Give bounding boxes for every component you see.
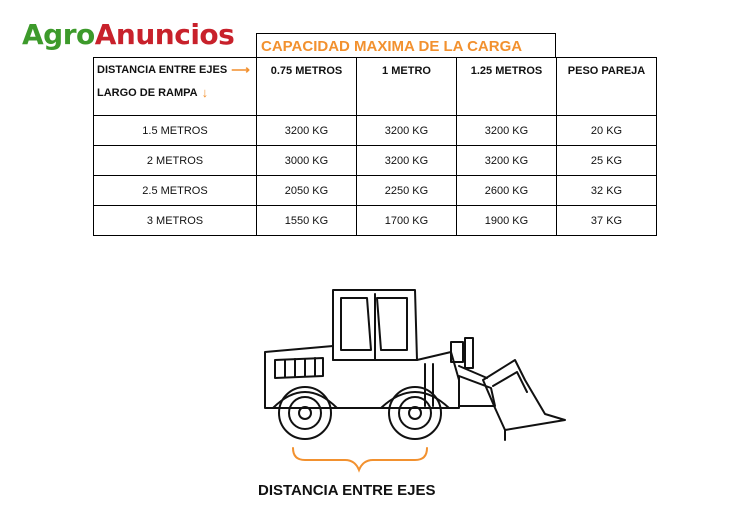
column-header: PESO PAREJA [557,58,657,116]
axle-distance-brace [293,448,427,470]
loader-bucket [483,360,565,430]
axle-distance-caption: DISTANCIA ENTRE EJES [258,482,436,499]
logo-agro: Agro [22,18,95,51]
table-row [94,206,657,236]
right-arrow-icon: ⟶ [231,62,250,77]
loader-arm [459,376,495,406]
column-header: 1 METRO [357,58,457,116]
table-cell: 2050 KG [257,176,357,206]
axle-distance-label: DISTANCIA ENTRE EJES [97,64,228,76]
down-arrow-icon: ↓ [201,85,209,100]
table-header-row [94,58,657,116]
table-cell: 3200 KG [357,116,457,146]
table-row [94,116,657,146]
column-header: 0.75 METROS [257,58,357,116]
table-cell: 3200 KG [457,146,557,176]
row-label: 3 METROS [94,206,257,236]
table-title: CAPACIDAD MAXIMA DE LA CARGA [256,33,556,57]
table-cell: 2250 KG [357,176,457,206]
table-cell: 3200 KG [257,116,357,146]
row-label: 2 METROS [94,146,257,176]
ramp-length-label: LARGO DE RAMPA [97,87,198,99]
row-label: 1.5 METROS [94,116,257,146]
agroanuncios-logo[interactable] [22,18,234,52]
front-wheel [279,387,331,439]
capacity-table [93,57,657,236]
table-cell: 1700 KG [357,206,457,236]
table-row [94,146,657,176]
row-label: 2.5 METROS [94,176,257,206]
table-cell: 32 KG [557,176,657,206]
table-cell: 25 KG [557,146,657,176]
table-cell: 20 KG [557,116,657,146]
column-header: 1.25 METROS [457,58,557,116]
table-cell: 2600 KG [457,176,557,206]
table-row [94,176,657,206]
table-cell: 1900 KG [457,206,557,236]
table-corner-cell [94,58,257,116]
wheel-loader-illustration [255,280,575,480]
rear-wheel [389,387,441,439]
logo-anuncios: Anuncios [94,18,235,51]
table-cell: 3200 KG [357,146,457,176]
table-cell: 3200 KG [457,116,557,146]
table-cell: 3000 KG [257,146,357,176]
table-cell: 1550 KG [257,206,357,236]
table-cell: 37 KG [557,206,657,236]
